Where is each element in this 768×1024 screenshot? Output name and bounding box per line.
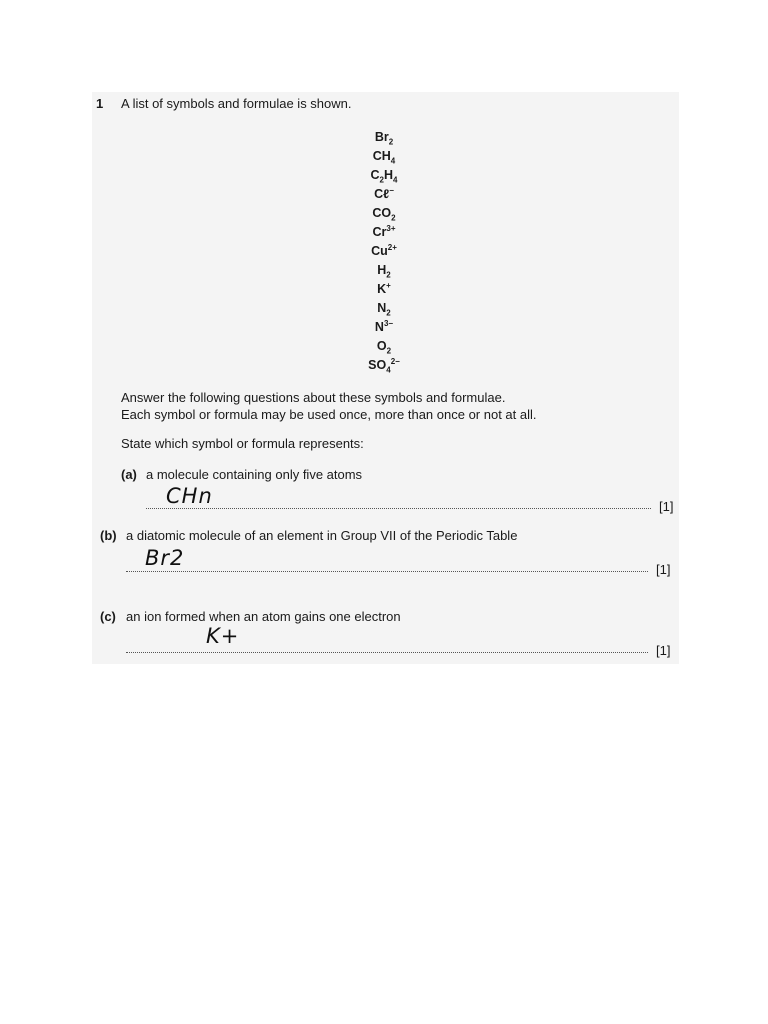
part-a-answer[interactable]: CHn (166, 484, 213, 508)
formula-item: $N_2$ (377, 301, 391, 318)
part-c-mark: [1] (656, 643, 671, 658)
instruction-line: Answer the following questions about these symbols and formulae. (121, 390, 506, 405)
part-a-question: a molecule containing only five atoms (146, 467, 363, 482)
formula-item: $Cu^{2+}$ (371, 242, 397, 258)
part-b-question: a diatomic molecule of an element in Group VII of the Periodic Table (126, 528, 518, 543)
formula-item: $CH_4$ (372, 149, 396, 166)
part-c-question: an ion formed when an atom gains one electron (126, 609, 401, 624)
part-c-answer-line[interactable] (126, 652, 648, 653)
formula-item: $CO_2$ (372, 206, 396, 223)
part-c-label: (c) (100, 609, 116, 624)
formula-item: Cℓ− (374, 185, 394, 201)
formula-item: $Cr^{3+}$ (372, 223, 396, 239)
part-a-label: (a) (121, 467, 137, 482)
formula-item: $O_2$ (376, 339, 392, 356)
question-intro: A list of symbols and formulae is shown. (121, 96, 352, 111)
formula-item: $H_2$ (377, 263, 391, 280)
instruction-line: Each symbol or formula may be used once, more than once or not at all. (121, 407, 537, 422)
formula-item: $N^{3-}$ (374, 318, 394, 334)
formula-item: $C_2H_4$ (370, 168, 398, 185)
part-b-label: (b) (100, 528, 117, 543)
part-a-answer-line[interactable] (146, 508, 651, 509)
question-number: 1 (96, 96, 104, 111)
part-b-answer-line[interactable] (126, 571, 648, 572)
state-prompt: State which symbol or formula represents: (121, 436, 364, 451)
formula-item: K+ (377, 280, 391, 296)
part-c-answer[interactable]: K+ (206, 624, 240, 648)
formula-item: $SO_4^{2-}$ (368, 356, 400, 375)
answer-instructions (121, 389, 537, 423)
formula-list (334, 128, 434, 375)
part-b-mark: [1] (656, 562, 671, 577)
formula-item: $Br_2$ (374, 130, 394, 147)
part-a-mark: [1] (659, 499, 674, 514)
part-b-answer[interactable]: Br2 (145, 546, 185, 570)
